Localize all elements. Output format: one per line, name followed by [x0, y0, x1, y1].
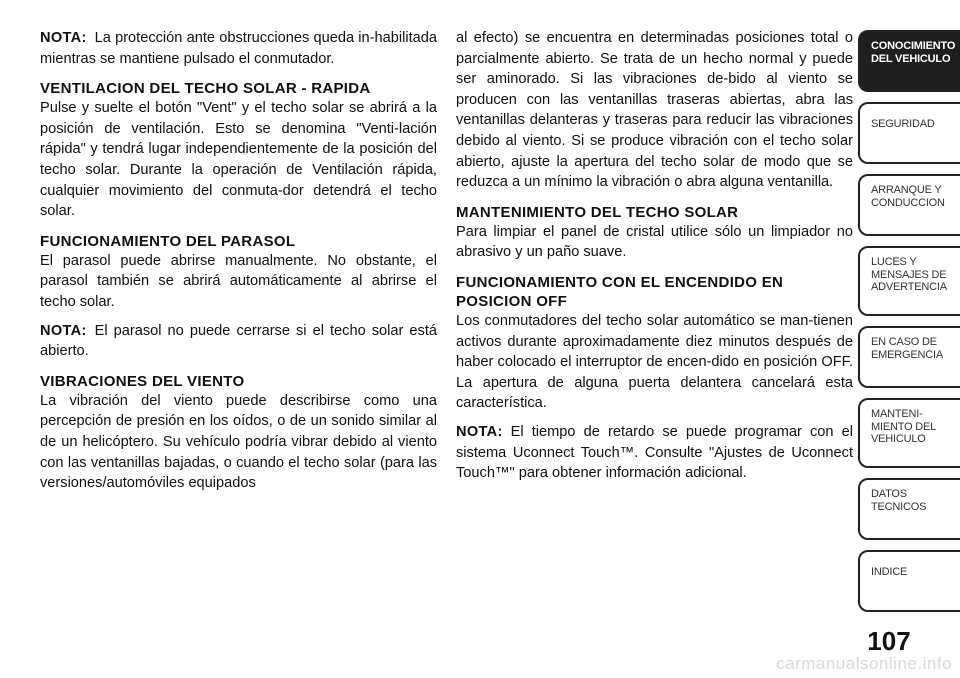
note-label: NOTA: — [40, 322, 87, 339]
tab-label-line: DEL VEHICULO — [871, 52, 951, 65]
watermark: carmanualsonline.info — [776, 654, 952, 673]
right-column — [456, 28, 853, 492]
section-text-maintenance: Para limpiar el panel de cristal utilice sólo un limpiador no abrasivo y un paño suave. — [456, 223, 853, 261]
tab-arranque-y-conduccion[interactable] — [858, 174, 960, 236]
tab-datos-tecnicos[interactable] — [858, 478, 960, 540]
tab-label-line: ARRANQUE Y — [871, 184, 942, 196]
chapter-tabs — [858, 30, 960, 630]
note-paragraph — [40, 28, 437, 69]
section-text-ignition: Los conmutadores del techo solar automático se man-tienen activos durante aproximadamente diez minutos después de haber colocado el interruptor de encen-dido en posición OFF. La apertura de alguna puerta delantera cancelará esta característica. — [456, 312, 853, 412]
note-text: El parasol no puede cerrarse si el techo solar está abierto. — [40, 322, 437, 360]
note-label: NOTA: — [456, 423, 503, 440]
tab-label-line: CONDUCCION — [871, 196, 945, 209]
tab-label-line: MIENTO DEL — [871, 420, 937, 433]
note-paragraph — [456, 422, 853, 484]
tab-indice[interactable] — [858, 550, 960, 612]
tab-label-line: VEHICULO — [871, 433, 926, 445]
note-text: La protección ante obstrucciones queda in-habilitada mientras se mantiene pulsado el conmutador. — [40, 30, 437, 67]
section-heading-wind: VIBRACIONES DEL VIENTO — [40, 372, 245, 390]
page-number: 107 — [867, 626, 911, 656]
section-text-wind: La vibración del viento puede describirse como una percepción de presión en los oídos, o de un sonido similar al de un helicóptero. Su vehículo podría vibrar debido al viento con las ventanillas bajadas, o cuando el techo solar (para las versiones/automóviles equipados — [40, 392, 437, 492]
tab-label-line: MENSAJES DE — [871, 268, 947, 281]
note-label: NOTA: — [40, 30, 87, 46]
tab-label-line: MANTENI- — [871, 408, 923, 420]
tab-label-line: TECNICOS — [871, 500, 927, 513]
tab-label-line: EN CASO DE — [871, 336, 937, 348]
tab-label-line: LUCES Y — [871, 256, 917, 268]
tab-label-line: INDICE — [871, 566, 908, 578]
section-heading-maintenance: MANTENIMIENTO DEL TECHO SOLAR — [456, 203, 739, 221]
tab-conocimiento-del-vehiculo[interactable] — [858, 30, 960, 92]
section-heading-sunshade: FUNCIONAMIENTO DEL PARASOL — [40, 232, 296, 250]
note-text: El tiempo de retardo se puede programar con el sistema Uconnect Touch™. Consulte "Ajustes de Uconnect Touch™" para obtener información adicional. — [456, 423, 853, 482]
left-column — [40, 28, 437, 502]
section-text-vent: Pulse y suelte el botón "Vent" y el techo solar se abrirá a la posición de ventilación. Esto se denomina "Venti-lación rápida" y tendrá lugar independientemente de la posición del techo solar. Durante la operación de Ventilación rápida, cualquier movimiento del conmuta-dor detendrá el techo solar. — [40, 100, 437, 220]
section-text-sunshade: El parasol puede abrirse manualmente. No obstante, el parasol también se abrirá automáticamente al abrirse el techo solar. — [40, 252, 437, 310]
section-heading-vent: VENTILACION DEL TECHO SOLAR - RAPIDA — [40, 80, 371, 98]
tab-label-line: DATOS — [871, 488, 907, 500]
tab-en-caso-de-emergencia[interactable] — [858, 326, 960, 388]
section-text-wind-continued: al efecto) se encuentra en determinadas posiciones total o parcialmente abierto. Se trata de un hecho normal y puede ser aminorado. Si las vibraciones de-bido al viento se producen con las ventanillas traseras abiertas, abra las ventanillas delanteras y traseras para reducir las vibraciones debido al viento. Si se produce vibración con el techo solar abierto, ajuste la apertura del techo solar de modo que se reduzca a un mínimo la vibración o abra alguna ventanilla. — [456, 30, 853, 191]
tab-label-line: SEGURIDAD — [871, 118, 935, 130]
tab-label-line: EMERGENCIA — [871, 348, 943, 361]
tab-luces-y-mensajes[interactable] — [858, 246, 960, 316]
section-heading-ignition: FUNCIONAMIENTO CON EL ENCENDIDO EN POSICION OFF — [456, 273, 784, 310]
tab-mantenimiento-del-vehiculo[interactable] — [858, 398, 960, 468]
tab-seguridad[interactable] — [858, 102, 960, 164]
tab-label-line: ADVERTENCIA — [871, 281, 947, 293]
tab-label-line: CONOCIMIENTO — [871, 40, 956, 52]
note-paragraph — [40, 321, 437, 362]
